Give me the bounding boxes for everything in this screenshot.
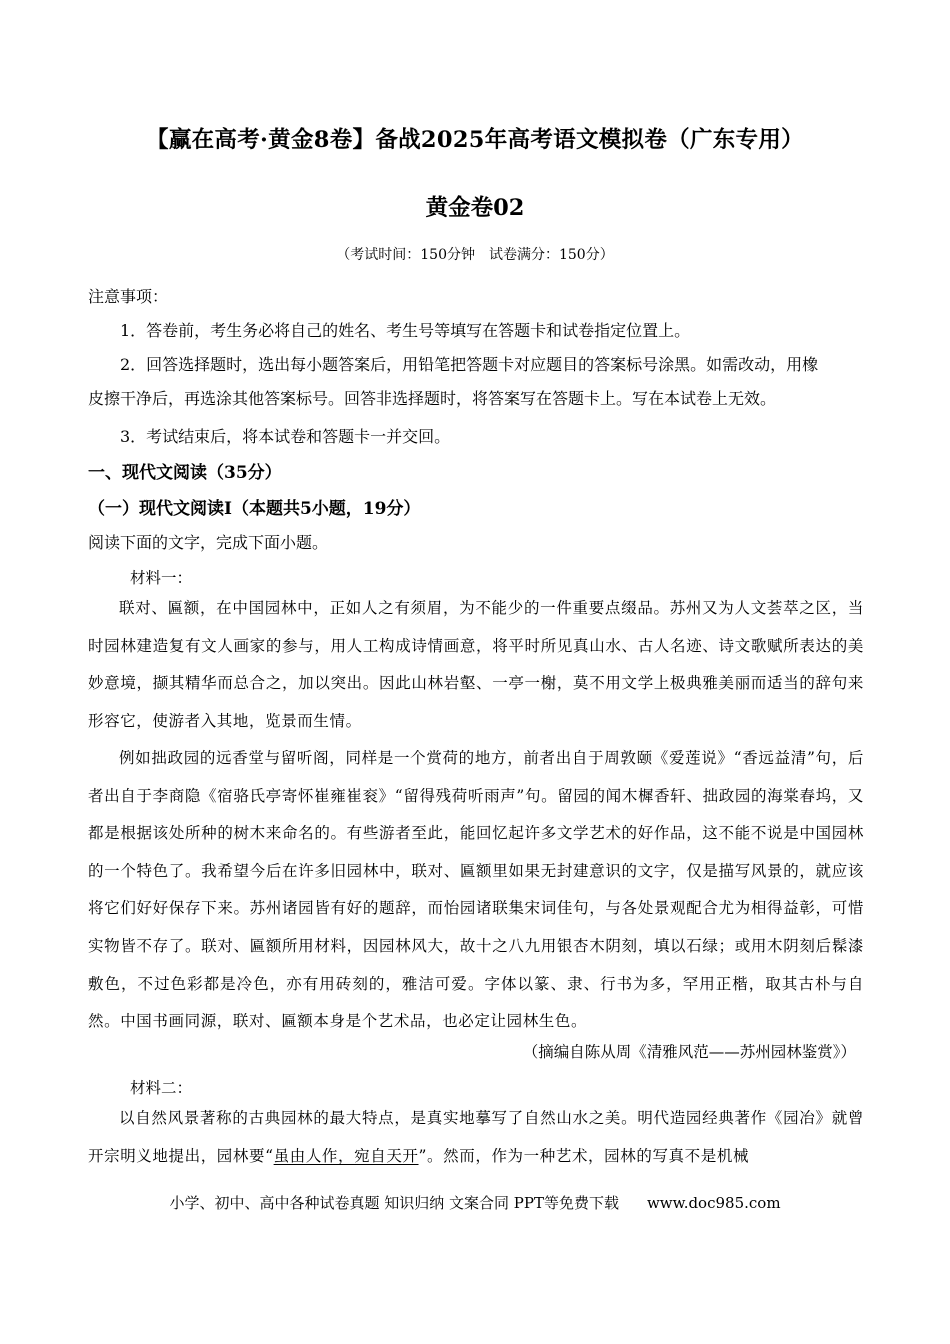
notice-item: 1．答卷前，考生务必将自己的姓名、考生号等填写在答题卡和试卷指定位置上。 [120, 321, 691, 340]
material2-paragraph [88, 1100, 864, 1175]
section-heading: 一、现代文阅读（35分） [88, 463, 282, 483]
notice-item: 3．考试结束后，将本试卷和答题卡一并交回。 [120, 427, 451, 446]
material1-paragraph: 联对、匾额，在中国园林中，正如人之有须眉，为不能少的一件重要点缀品。苏州又为人文荟萃之区，当时园林建造复有文人画家的参与，用人工构成诗情画意，将平时所见真山水、古人名迹、诗文歌赋所表达的美妙意境，撷其精华而总合之，加以突出。因此山林岩壑、一亭一榭，莫不用文学上极典雅美丽而适当的辞句来形容它，使游者入其地，览景而生情。 [88, 599, 864, 730]
source-citation: （摘编自陈从周《清雅风范——苏州园林鉴赏》） [522, 1043, 856, 1061]
material1-paragraph: 例如拙政园的远香堂与留听阁，同样是一个赏荷的地方，前者出自于周敦颐《爱莲说》“香远益清”句，后者出自于李商隐《宿骆氏亭寄怀崔雍崔衮》“留得残荷听雨声”句。留园的闻木樨香轩、拙政园的海棠春坞，又都是根据该处所种的树木来命名的。有些游者至此，能回忆起许多文学艺术的好作品，这不能不说是中国园林的一个特色了。我希望今后在许多旧园林中，联对、匾额里如果无封建意识的文字，仅是描写风景的，就应该将它们好好保存下来。苏州诸园皆有好的题辞，而怡园诸联集宋词佳句，与各处景观配合尤为相得益彰，可惜实物皆不存了。联对、匾额所用材料，因园林风大，故十之八九用银杏木阴刻，填以石绿；或用木阴刻后髹漆敷色，不过色彩都是冷色，亦有用砖刻的，雅洁可爱。字体以篆、隶、行书为多，罕用正楷，取其古朴与自然。中国书画同源，联对、匾额本身是个艺术品，也必定让园林生色。 [88, 749, 864, 1031]
page-subtitle: 黄金卷02 [425, 195, 525, 221]
notice-item: 2．回答选择题时，选出每小题答案后，用铅笔把答题卡对应题目的答案标号涂黑。如需改动，用橡 [120, 355, 819, 374]
section-subheading: （一）现代文阅读Ⅰ（本题共5小题，19分） [88, 499, 421, 519]
page-footer [0, 1192, 950, 1213]
footer-text: 小学、初中、高中各种试卷真题 知识归纳 文案合同 PPT等免费下载 [169, 1194, 619, 1212]
underlined-quote: 虽由人作，宛自天开 [273, 1146, 419, 1165]
exam-info: （考试时间：150分钟 试卷满分：150分） [336, 247, 614, 263]
notice-item: 皮擦干净后，再选涂其他答案标号。回答非选择题时，将答案写在答题卡上。写在本试卷上无效。 [88, 389, 777, 408]
material2-text: ”。然而，作为一种艺术，园林的写真不是机械 [418, 1146, 750, 1165]
page-title: 【赢在高考·黄金8卷】备战2025年高考语文模拟卷（广东专用） [146, 127, 804, 153]
material-label: 材料一： [130, 569, 193, 587]
notice-heading: 注意事项： [88, 287, 169, 306]
reading-instruction: 阅读下面的文字，完成下面小题。 [88, 533, 329, 552]
footer-url[interactable]: www.doc985.com [646, 1194, 781, 1212]
material2-text: 以自然风景著称的古典园林的最大特点，是真实地摹写了自然山水之美。明代造园经典著作《园冶》就曾开宗明义地提出，园林要“ [88, 1109, 864, 1165]
material-label: 材料二： [130, 1079, 193, 1097]
